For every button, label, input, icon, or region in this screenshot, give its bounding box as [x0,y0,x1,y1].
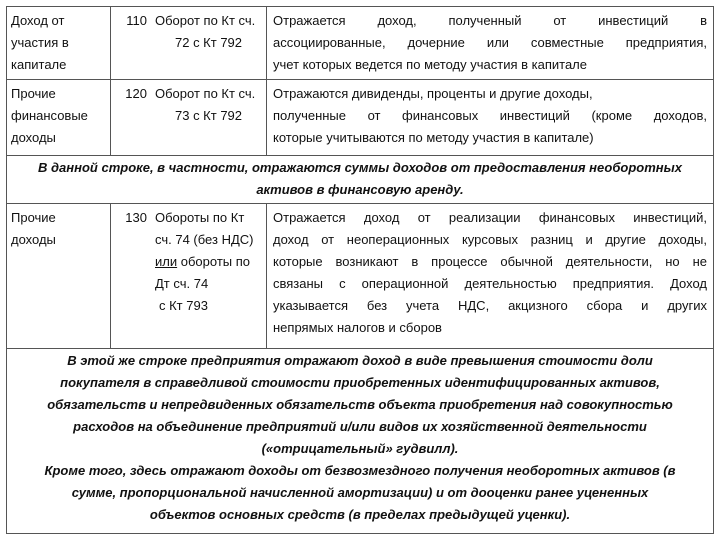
income-table [6,6,714,534]
note-line: («отрицательный» гудвилл). [261,441,459,456]
note-line: обязательств и непредвиденных обязательств объекта приобретения над совокупностью [47,397,673,412]
description-line: Отражаются дивиденды, проценты и другие доходы, [273,86,593,101]
table-row-110 [7,7,713,80]
note-line: В этой же строке предприятия отражают доход в виде превышения стоимости доли [67,353,653,368]
note-line: сумме, пропорциональной начисленной амортизации) и от дооценки ранее уцененных [71,485,649,500]
description-line: Отражается доход от реализации финансовых инвестиций, [273,210,707,225]
row-name-cell [7,204,111,348]
description-line: связаны с операционной деятельностью предприятия. Доход [273,276,707,291]
row-code-cell [111,7,149,79]
row-name-line: Прочие [11,86,56,101]
row-name-line: доходы [11,130,56,145]
turnover-line: 73 с Кт 792 [175,108,243,123]
turnover-line: Обороты по Кт [155,210,245,225]
note-line: Кроме того, здесь отражают доходы от безвозмездного получения необоротных активов (в [44,463,676,478]
row-name-line: финансовые [11,108,88,123]
note-row-goodwill [7,349,713,535]
description-line: Отражается доход, полученный от инвестиций в [273,13,707,28]
note-line: расходов на объединение предприятий и/или видов их хозяйственной деятельности [73,419,647,434]
table-row-130 [7,204,713,349]
row-name-line: Доход от [11,13,65,28]
turnover-or-word: или [155,254,178,269]
row-name-line: участия в [11,35,69,50]
note-text [7,349,713,535]
row-turnover-cell [149,7,267,79]
table-row-120 [7,80,713,156]
description-line: учет которых ведется по методу участия в капитале [273,57,587,72]
row-code: 110 [126,13,147,28]
note-text [7,156,713,203]
description-line: указывается без учета НДС, акцизного сбора и других [273,298,707,313]
row-code-cell [111,80,149,155]
row-turnover-cell [149,204,267,348]
description-line: ассоциированные, дочерние или совместные предприятия, [273,35,707,50]
turnover-line: сч. 74 (без НДС) [155,232,254,247]
row-description-cell [267,204,713,348]
turnover-line: Оборот по Кт сч. [155,13,256,28]
row-description-cell [267,7,713,79]
note-row-lease [7,156,713,204]
row-name-line: доходы [11,232,56,247]
description-line: которые возникают в процессе обычной деятельности, но не [273,254,707,269]
description-line: доход от неоперационных курсовых разниц и другие доходы, [273,232,707,247]
row-code: 130 [125,210,147,225]
row-name-cell [7,80,111,155]
description-line: полученные от финансовых инвестиций (кроме доходов, [273,108,707,123]
turnover-line: с Кт 793 [159,298,208,313]
row-code: 120 [125,86,147,101]
row-name-line: капитале [11,57,67,72]
row-description-cell [267,80,713,155]
description-line: непрямых налогов и сборов [273,320,442,335]
row-code-cell [111,204,149,348]
row-name-line: Прочие [11,210,56,225]
note-line: покупателя в справедливой стоимости приобретенных идентифицированных активов, [60,375,660,390]
note-line: В данной строке, в частности, отражаются суммы доходов от предоставления необоротных [38,160,682,175]
note-line: активов в финансовую аренду. [256,182,464,197]
row-turnover-cell [149,80,267,155]
turnover-line: Дт сч. 74 [155,276,209,291]
turnover-line: 72 с Кт 792 [175,35,243,50]
turnover-line: обороты по [180,254,250,269]
turnover-line: Оборот по Кт сч. [155,86,256,101]
row-name-cell [7,7,111,79]
note-line: объектов основных средств (в пределах предыдущей уценки). [149,507,571,522]
description-line: которые учитываются по методу участия в капитале) [273,130,594,145]
